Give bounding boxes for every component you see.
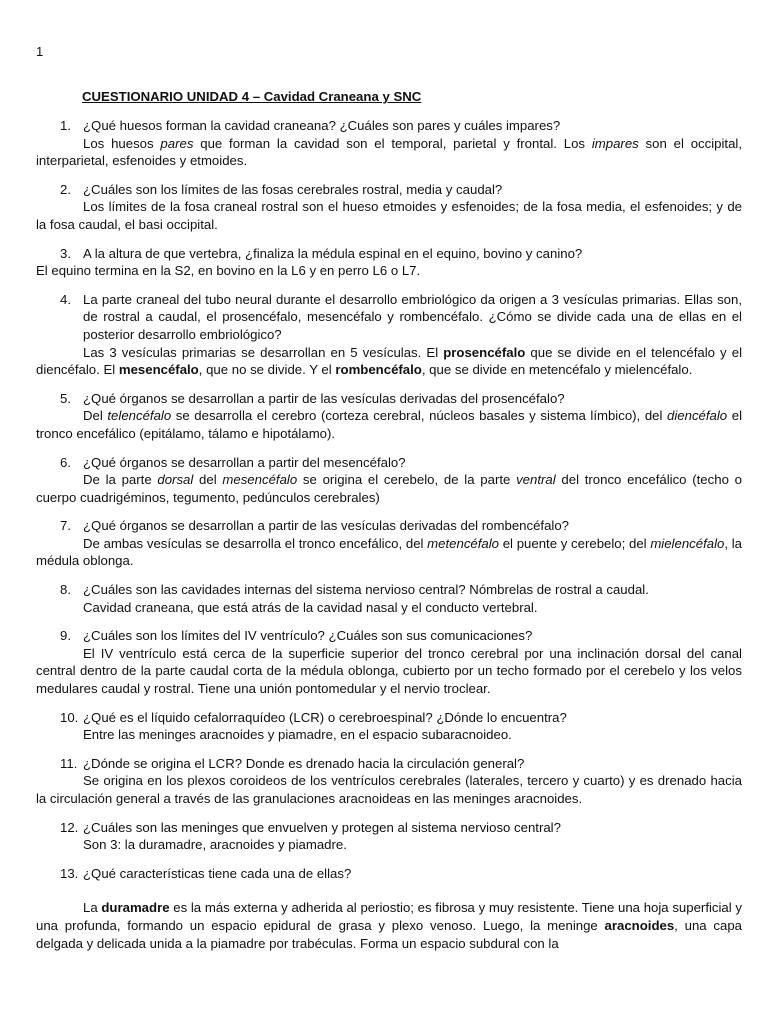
answer-text: son el occipital, interparietal, esfenoides y etmoides. [36,135,743,169]
answer-emphasis: mesencéfalo [222,472,298,488]
question-text: ¿Qué es el líquido cefalorraquídeo (LCR) o cerebroespinal? ¿Dónde lo encuentra? [83,709,567,725]
question-number: 4. [60,291,71,307]
question-item-3 [36,245,742,280]
question-number: 9. [60,628,71,644]
question [36,709,742,727]
question [36,454,742,472]
question-number: 7. [60,518,71,534]
question-item-11 [36,755,742,808]
question-number: 2. [60,181,71,197]
answer-emphasis: diencéfalo [667,408,728,424]
question-text: A la altura de que vertebra, ¿finaliza la médula espinal en el equino, bovino y canino? [83,245,583,261]
questionnaire [36,117,742,952]
answer-emphasis: impares [591,135,639,151]
answer-text: se origina el cerebelo, de la parte [297,472,517,488]
answer-text: Los huesos [83,135,161,151]
question-item-4 [36,291,742,379]
answer-text: , la médula oblonga. [36,535,742,569]
question-text: La parte craneal del tubo neural durante el desarrollo embriológico da origen a 3 vesículas primarias. Ellas son, de rostral a caudal, el prosencéfalo, mesencéfalo y rombencéfalo. ¿Cómo se divide cada una de ellas en el posterior desarrollo embriológico? [83,291,742,342]
answer-text: del [193,472,223,488]
answer-text: Las 3 vesículas primarias se desarrollan en 5 vesículas. El [83,344,444,360]
answer-text: De la parte [83,472,158,488]
question-item-2 [36,181,742,234]
answer-emphasis: pares [160,135,194,151]
answer-text: De ambas vesículas se desarrolla el tronco encefálico, del [83,535,428,551]
question [36,581,742,599]
question-number: 12. [60,819,79,835]
question-item-8 [36,581,742,616]
question-item-5 [36,390,742,443]
answer [36,535,742,570]
answer: Cavidad craneana, que está atrás de la cavidad nasal y el conducto vertebral. [83,599,538,615]
answer-emphasis: telencéfalo [107,408,172,424]
answer-text: el puente y cerebelo; del [499,535,651,551]
question-item-10 [36,709,742,744]
question-text: ¿Qué órganos se desarrollan a partir del mesencéfalo? [83,454,406,470]
question [36,181,742,199]
question-text: ¿Cuáles son los límites de las fosas cerebrales rostral, media y caudal? [83,181,503,197]
question-text: ¿Qué órganos se desarrollan a partir de las vesículas derivadas del prosencéfalo? [83,390,565,406]
question [36,245,742,263]
answer: Los límites de la fosa craneal rostral son el hueso etmoides y esfenoides; de la fosa media, el esfenoides; y de la fosa caudal, el basi occipital. [36,199,742,232]
question-number: 10. [60,709,79,725]
question [36,819,742,837]
answer-emphasis: mielencéfalo [650,535,725,551]
question-number: 1. [60,118,71,133]
answer-emphasis: dorsal [157,472,194,488]
answer: Se origina en los plexos coroideos de los ventrículos cerebrales (laterales, tercero y cuarto) y es drenado hacia la circulación general a través de las granulaciones aracnoideas en las meninges aracnoides. [36,773,742,806]
question-text: ¿Qué huesos forman la cavidad craneana? ¿Cuáles son pares y cuáles impares? [83,118,561,133]
answer-bold: rombencéfalo [335,362,422,378]
answer [36,471,742,506]
question-number: 5. [60,390,71,406]
question-number: 6. [60,454,71,470]
question-item-13 [36,865,742,883]
answer-emphasis: ventral [516,472,556,488]
answer-bold: mesencéfalo [118,362,199,378]
question-number: 3. [60,245,71,261]
answer-text: es la más externa y adherida al periostio; es fibrosa y muy resistente. Tiene una hoja superficial y una profunda, formando un espacio epidural de grasa y plexo venoso. Luego, la meninge [36,900,742,933]
answer [36,135,742,170]
answer-emphasis: metencéfalo [427,535,500,551]
answer-text: el tronco encefálico (epitálamo, tálamo e hipotálamo). [36,408,742,441]
question-text: ¿Qué características tiene cada una de ellas? [83,865,352,881]
question-text: ¿Cuáles son las cavidades internas del sistema nervioso central? Nómbrelas de rostral a caudal. [83,582,649,598]
answer-text: se desarrolla el cerebro (corteza cerebral, núcleos basales y sistema límbico), del [171,408,668,424]
answer-bold: prosencéfalo [443,344,526,360]
question-number: 8. [60,582,71,598]
page-number: 1 [36,44,44,59]
question-item-1 [36,117,742,170]
question [36,117,742,135]
answer-text: La [83,900,102,916]
answer: El IV ventrículo está cerca de la superficie superior del tronco cerebral por una inclinación dorsal del canal central dentro de la parte caudal corta de la médula oblonga, cubierto por un techo formado por el cerebelo y los velos medulares caudal y rostral. Tiene una unión pontomedular y el nervio troclear. [36,645,742,697]
answer [36,344,742,379]
question [36,755,742,773]
answer-text: , una capa delgada y delicada unida a la piamadre por trabéculas. Forma un espacio subdural con la [36,917,742,951]
answer-text: que forman la cavidad son el temporal, parietal y frontal. Los [193,135,592,151]
answer-text: Del [83,408,108,424]
question-item-12 [36,819,742,854]
document-title: CUESTIONARIO UNIDAD 4 – Cavidad Craneana y SNC [82,89,422,104]
answer: El equino termina en la S2, en bovino en la L6 y en perro L6 o L7. [36,263,421,279]
answer [36,407,742,442]
answer-text: , que se divide en metencéfalo y mielencéfalo. [421,362,693,378]
question-text: ¿Dónde se origina el LCR? Donde es drenado hacia la circulación general? [83,755,525,771]
answer: Entre las meninges aracnoides y piamadre, en el espacio subaracnoideo. [83,727,512,743]
answer-text: , que no se divide. Y el [198,362,336,378]
question [36,390,742,408]
question-text: ¿Qué órganos se desarrollan a partir de las vesículas derivadas del rombencéfalo? [83,518,570,534]
answer-bold: aracnoides [604,917,675,933]
question [36,291,742,344]
question-item-7 [36,517,742,570]
question-number: 13. [60,865,79,881]
question-item-6 [36,454,742,507]
answer-bold: duramadre [101,900,170,916]
question-number: 11. [60,755,78,771]
question [36,517,742,535]
question-text: ¿Cuáles son las meninges que envuelven y protegen al sistema nervioso central? [83,819,561,835]
answer-paragraph [36,899,742,952]
answer: Son 3: la duramadre, aracnoides y piamadre. [83,837,347,853]
question [36,865,742,883]
question-text: ¿Cuáles son los límites del IV ventrículo? ¿Cuáles son sus comunicaciones? [83,628,533,644]
answer-text: del tronco encefálico (techo o cuerpo cuadrigéminos, tegumento, pedúnculos cerebrales) [36,472,742,505]
question-item-9 [36,627,742,697]
answer-text: que se divide en el telencéfalo y el diencéfalo. El [36,344,743,378]
question [36,627,742,645]
